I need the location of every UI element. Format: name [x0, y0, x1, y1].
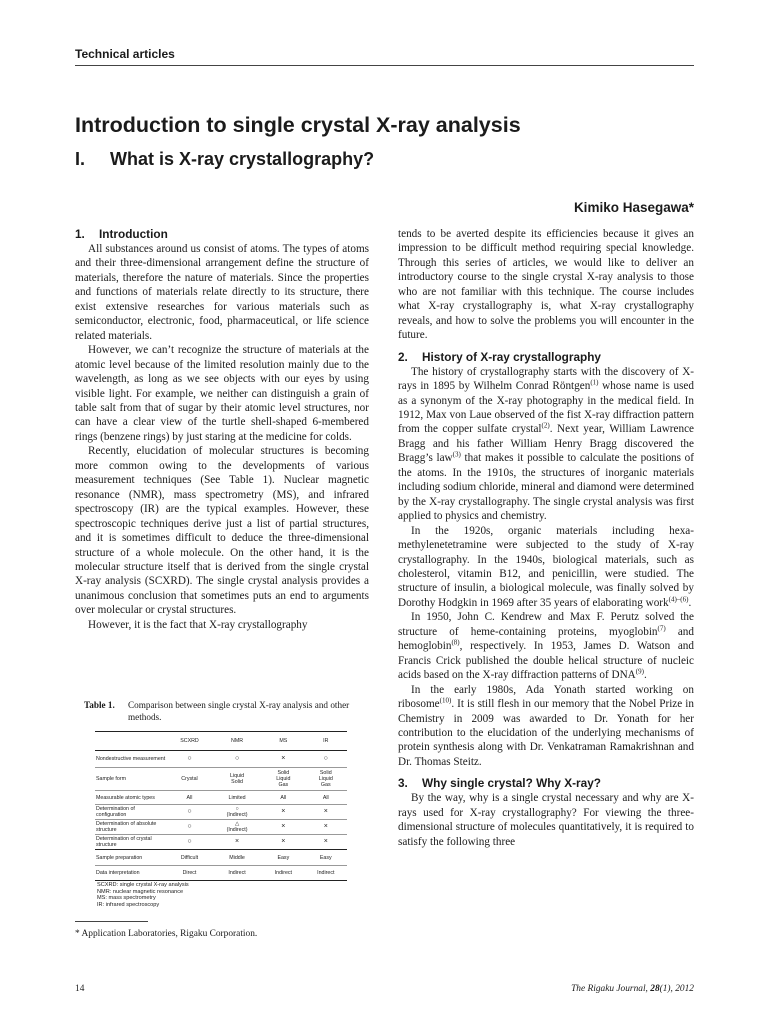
author-name: Kimiko Hasegawa*: [573, 200, 694, 215]
table-cell: ○: [167, 805, 212, 820]
table-cell: ×: [262, 805, 304, 820]
comparison-table: [95, 731, 347, 881]
section-heading-introduction: 1. Introduction: [75, 227, 168, 241]
row-header: Nondestructive measurement: [95, 751, 167, 768]
table-cell: ×: [305, 805, 347, 820]
table-cell: Indirect: [262, 866, 304, 881]
row-header: Measurable atomic types: [95, 791, 167, 805]
row-header: Determination of configuration: [95, 805, 167, 820]
paragraph: Recently, elucidation of molecular structures is becoming more common owing to the developments of various measurement techniques (See Table 1). Nuclear magnetic resonance (NMR), mass spectrometry (MS), and infrared spectroscopy (IR) are the typical examples. However, these spectroscopic techniques derive just a list of partial structures, and it is sometimes difficult to deduce the three-dimensional structure of a whole molecule. On the other hand, it is the molecular structure itself that is derived from the single crystal X-ray analysis (SCXRD). The single crystal analysis provides a unanimous conclusion that sometimes puts an end to arguments over molecular or crystal structures.: [75, 445, 369, 617]
subtitle-text: What is X-ray crystallography?: [110, 149, 375, 169]
table-cell: ×: [262, 820, 304, 835]
table-cell: Liquid Solid: [212, 768, 262, 791]
paragraph: tends to be averted despite its efficiencies because it gives an impression to be difficult method requiring special knowledge. Through this series of articles, we would like to deliver an introductory course to the single crystal X-ray analysis to those who are not familiar with this technique. The course includes what X-ray crystallography is, what X-ray crystallography reveals, and how to solve the problems you will encounter in the future.: [398, 228, 694, 342]
table-cell: All: [167, 791, 212, 805]
row-header: Sample preparation: [95, 850, 167, 866]
affiliation-footnote: * Application Laboratories, Rigaku Corporation.: [75, 929, 258, 939]
table-cell: △ (Indirect): [212, 820, 262, 835]
section-heading-why: 3. Why single crystal? Why X-ray?: [398, 776, 601, 791]
subtitle-number: I.: [75, 149, 86, 169]
table-row: [95, 791, 347, 805]
table-cell: ×: [262, 751, 304, 768]
table-cell: ○: [167, 820, 212, 835]
paragraph: All substances around us consist of atoms. The types of atoms and their three-dimensional arrangement define the structure of materials, therefore the nature of materials. Since the properties and functions of materials relate directly to its structure, there exist extensive researches for various materials such as semiconductor, electronic, food, pharmaceutical, or life science related materials.: [75, 243, 369, 342]
paragraph: In the 1920s, organic materials including hexa-methylenetetramine were subjected to the study of X-ray crystallography. In the 1940s, biological materials, such as cholesterol, vitamin B12, and penicillin, were studied. The structure of insulin, a biological molecule, was finally solved by Dorothy Hodgkin in 1969 after 35 years of elaborating work$^{(4)-(6)}$.: [398, 524, 694, 609]
table-cell: All: [305, 791, 347, 805]
table-cell: Easy: [305, 850, 347, 866]
row-header: Sample form: [95, 768, 167, 791]
table-cell: ×: [212, 835, 262, 850]
table-note: SCXRD: single crystal X-ray analysis: [97, 882, 189, 888]
table-cell: ○: [305, 751, 347, 768]
table-cell: Indirect: [212, 866, 262, 881]
table-cell: ×: [305, 820, 347, 835]
table-row: [95, 751, 347, 768]
table-cell: Indirect: [305, 866, 347, 881]
page-number: 14: [75, 984, 85, 994]
section-label: Technical articles: [75, 47, 175, 61]
table-row: [95, 866, 347, 881]
table-cell: Limited: [212, 791, 262, 805]
paragraph: However, we can’t recognize the structure of materials at the atomic level because of the limited resolution mainly due to the wavelength, as long as we see objects with our eyes by using visible light. For example, we neither can distinguish a grain of table salt from that of sugar by their atomic level structures, nor can have a clear view of the turtle shell-shaped 6-membered rings (benzene rings) by just staring at the medicine for colds.: [75, 344, 369, 443]
left-column: [75, 227, 369, 632]
journal-reference: The Rigaku Journal, 28(1), 2012: [571, 984, 694, 994]
table-cell: Solid Liquid Gas: [262, 768, 304, 791]
table-caption-text: Comparison between single crystal X-ray analysis and other methods.: [128, 700, 350, 722]
paragraph: In 1950, John C. Kendrew and Max F. Perutz solved the structure of heme-containing proteins, myoglobin$^{(7)}$ and hemoglobin$^{(8)}$, respectively. In 1953, James D. Watson and Francis Crick published the double helical structure of nucleic acids based on the X-ray diffraction patterns of DNA$^{(9)}$.: [398, 611, 694, 682]
table-cell: Easy: [262, 850, 304, 866]
row-header: Determination of crystal structure: [95, 835, 167, 850]
table-note: MS: mass spectrometry: [97, 895, 156, 902]
table-label: Table 1.: [84, 700, 115, 710]
footnote-rule: [75, 921, 148, 922]
table-row: [95, 820, 347, 835]
table-header-row: [95, 732, 347, 751]
table-cell: Direct: [167, 866, 212, 881]
table-cell: All: [262, 791, 304, 805]
table-cell: Middle: [212, 850, 262, 866]
paragraph: The history of crystallography starts with the discovery of X-rays in 1895 by Wilhelm Conrad Röntgen$^{(1)}$ whose name is used as a synonym of the X-ray photography in the medical field. In 1912, Max von Laue observed of the fist X-ray diffraction pattern from the copper sulfate crystal$^{(2)}$. Next year, William Lawrence Bragg and his father William Henry Bragg discovered the Bragg’s law$^{(3)}$ that makes it possible to calculate the positions of the atoms. In the 1910s, the structures of inorganic materials including sodium chloride, mineral and diamond were determined by the X-ray crystallography. The single crystal analysis was first applied to physics and chemistry.: [398, 365, 695, 523]
table-cell: ○: [167, 751, 212, 768]
table-cell: ○ (Indirect): [212, 805, 262, 820]
table-caption: [84, 699, 364, 723]
article-subtitle: [75, 149, 374, 170]
table-row: [95, 835, 347, 850]
section-heading-history: 2. History of X-ray crystallography: [398, 349, 601, 364]
table-note: NMR: nuclear magnetic resonance: [97, 888, 184, 895]
table-cell: Solid Liquid Gas: [305, 768, 347, 791]
table-cell: ○: [212, 751, 262, 768]
table-cell: ○: [167, 835, 212, 850]
table-row: [95, 805, 347, 820]
column-header: SCXRD: [167, 732, 212, 751]
table-cell: ×: [305, 835, 347, 850]
table-cell: Difficult: [167, 850, 212, 866]
table-note: IR: infrared spectroscopy: [97, 901, 160, 908]
table-row: [95, 768, 347, 791]
header-rule: [75, 65, 694, 66]
table-cell: ×: [262, 835, 304, 850]
paragraph: However, it is the fact that X-ray crystallography: [88, 618, 308, 631]
paragraph: In the early 1980s, Ada Yonath started working on ribosome$^{(10)}$. It is still flesh in our memory that the Nobel Prize in Chemistry in 2009 was awarded to Dr. Yonath for her contribution to the elucidation of the underlying mechanisms of protein synthesis along with Dr. Venkatraman Ramakrishnan and Dr. Thomas Steitz.: [398, 683, 694, 768]
column-header: NMR: [212, 732, 262, 751]
column-header: MS: [262, 732, 304, 751]
column-header: IR: [305, 732, 347, 751]
table-cell: Crystal: [167, 768, 212, 791]
article-title: Introduction to single crystal X-ray analysis: [75, 113, 521, 137]
row-header: Data interpretation: [95, 866, 167, 881]
row-header: Determination of absolute structure: [95, 820, 167, 835]
table-notes: [97, 882, 189, 908]
paragraph: By the way, why is a single crystal necessary and why are X-rays used for X-ray crystallography? For viewing the three-dimensional structure of molecules quantitatively, it is required to satisfy the following three: [398, 792, 694, 848]
table-row: [95, 850, 347, 866]
right-column: [398, 227, 694, 849]
